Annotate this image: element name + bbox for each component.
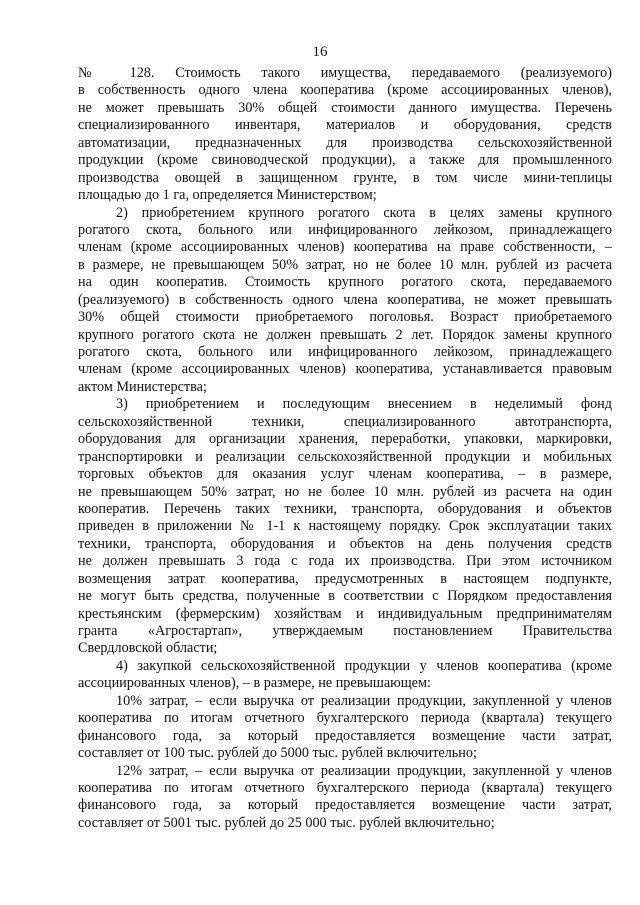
text-line: крупного рогатого скота не должен превышать 2 лет. Порядок замены крупного <box>78 326 612 343</box>
text-line: не может превышать 30% общей стоимости данного имущества. Перечень <box>78 99 612 116</box>
text-line: кооператива по итогам отчетного бухгалтерского периода (квартала) текущего <box>78 710 612 727</box>
text-line: рогатого скота, больного или инфицированного лейкозом, принадлежащего <box>78 221 612 238</box>
text-line: 30% общей стоимости приобретаемого поголовья. Возраст приобретаемого <box>78 309 612 326</box>
text-line: гранта «Агростартап», утверждаемым постановлением Правительства <box>78 623 612 639</box>
text-line: рогатого скота, больного или инфицированного лейкозом, принадлежащего <box>78 344 612 360</box>
text-line: на один кооператив. Стоимость крупного рогатого скота, передаваемого <box>78 274 612 291</box>
text-line: крестьянским (фермерским) хозяйствам и индивидуальным предпринимателям <box>78 605 612 622</box>
text-line: ассоциированных членов), – в размере, не превышающем: <box>78 675 431 692</box>
text-line: составляет от 100 тыс. рублей до 5000 тыс. рублей включительно; <box>78 745 477 762</box>
text-line: оборудования для организации хранения, переработки, упаковки, маркировки, <box>78 431 612 448</box>
text-line: финансового года, за который предоставляется возмещение части затрат, <box>78 727 612 744</box>
text-line: кооператива по итогам отчетного бухгалтерского периода (квартала) текущего <box>78 779 612 796</box>
text-line: финансового года, за который предоставляется возмещение части затрат, <box>78 797 612 814</box>
text-line: автоматизации, предназначенных для производства сельскохозяйственной <box>78 134 612 151</box>
text-line: 3) приобретением и последующим внесением в неделимый фонд <box>116 396 612 413</box>
text-line: не должен превышать 3 года с года их производства. При этом источником <box>78 553 612 570</box>
text-line: 2) приобретением крупного рогатого скота в целях замены крупного <box>116 204 612 221</box>
text-line: составляет от 5001 тыс. рублей до 25 000 тыс. рублей включительно; <box>78 814 495 831</box>
text-line: Свердловской области; <box>78 640 218 657</box>
text-line: 12% затрат, – если выручка от реализации продукции, закупленной у членов <box>116 762 612 779</box>
text-line: сельскохозяйственной техники, специализированного автотранспорта, <box>78 413 612 430</box>
text-line: приведен в приложении № 1-1 к настоящему порядку. Срок эксплуатации таких <box>78 518 612 535</box>
text-line: членам (кроме ассоциированных членов) кооператива на праве собственности, – <box>78 239 612 256</box>
text-line: производства овощей в защищенном грунте, в том числе мини-теплицы <box>78 169 612 186</box>
page-number: 16 <box>312 44 328 60</box>
text-line: специализированного инвентаря, материалов и оборудования, средств <box>78 117 612 134</box>
text-line: не превышающем 50% затрат, но не более 10 млн. рублей из расчета на один <box>78 483 612 500</box>
text-line: 10% затрат, – если выручка от реализации продукции, закупленной у членов <box>116 692 612 709</box>
document-body <box>78 65 612 832</box>
text-line: членам (кроме ассоциированных членов) кооператива, устанавливается правовым <box>78 361 612 378</box>
text-line: площадью до 1 га, определяется Министерством; <box>78 187 377 204</box>
text-line: 4) закупкой сельскохозяйственной продукции у членов кооператива (кроме <box>116 657 612 674</box>
text-line: (реализуемого) в собственность одного члена кооператива, не может превышать <box>78 291 612 308</box>
text-line: техники, транспорта, оборудования и объектов на день получения средств <box>78 535 612 552</box>
text-line: транспортировки и реализации сельскохозяйственной продукции и мобильных <box>78 448 612 465</box>
text-line: кооператив. Перечень таких техники, транспорта, оборудования и объектов <box>78 500 612 517</box>
text-line: № 128. Стоимость такого имущества, передаваемого (реализуемого) <box>78 65 612 81</box>
text-line: в собственность одного члена кооператива (кроме ассоциированных членов), <box>78 82 612 99</box>
text-line: возмещения затрат кооператива, предусмотренных в настоящем подпункте, <box>78 570 612 587</box>
text-line: актом Министерства; <box>78 378 207 395</box>
text-line: продукции (кроме свиноводческой продукции), а также для промышленного <box>78 152 612 169</box>
text-line: не могут быть средства, полученные в соответствии с Порядком предоставления <box>78 588 612 605</box>
text-line: в размере, не превышающем 50% затрат, но не более 10 млн. рублей из расчета <box>78 256 612 273</box>
text-line: торговых объектов для оказания услуг членам кооператива, – в размере, <box>78 466 612 483</box>
